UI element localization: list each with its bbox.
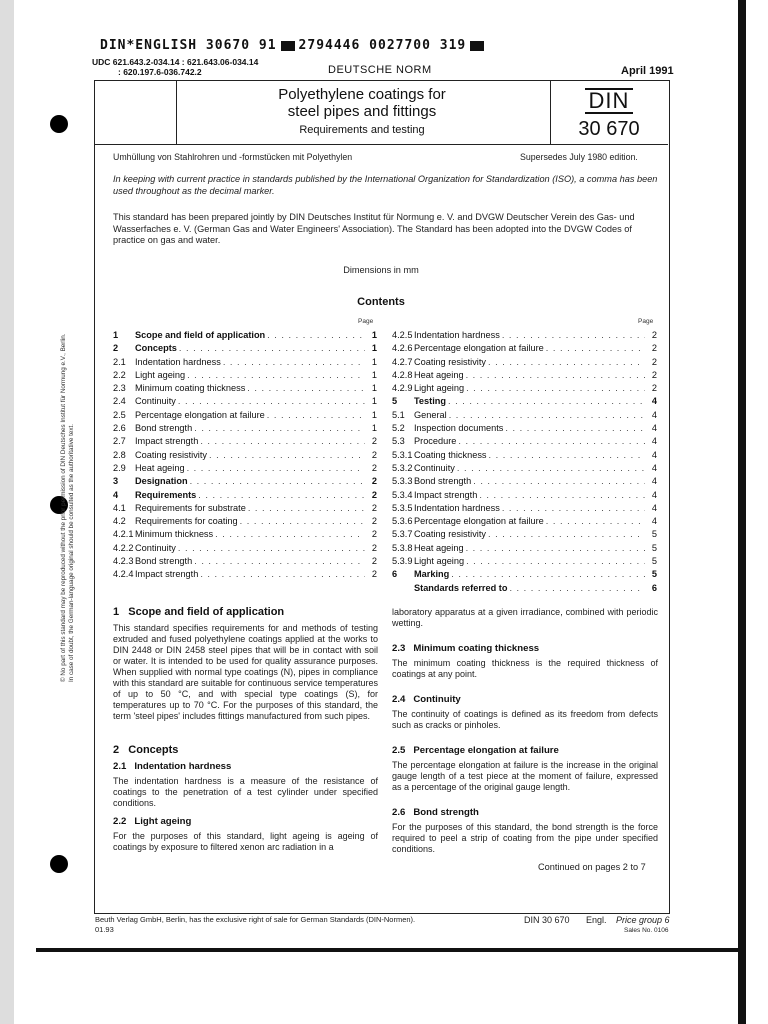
toc-entry-label: Scope and field of application [135, 330, 266, 340]
toc-entry-label: Heat ageing [414, 369, 464, 380]
toc-entry [113, 409, 377, 422]
toc-entry-number: 4.2 [113, 516, 126, 527]
toc-entry-label: Bond strength [135, 423, 193, 434]
toc-entry-number: 4.2.9 [392, 383, 413, 394]
toc-entry-page: 1 [371, 383, 377, 394]
toc-entry [392, 342, 657, 355]
price-group: Price group 6 [616, 915, 670, 925]
toc-entry-number: 5.3.2 [392, 462, 413, 473]
norm-label: DEUTSCHE NORM [328, 64, 432, 76]
toc-entry-label: Heat ageing [135, 462, 185, 473]
toc-leader-dots [215, 528, 365, 541]
toc-leader-dots [546, 342, 645, 355]
section-2-1-body: The indentation hardness is a measure of the resistance of coatings to the penetration of a test cylinder under specified conditions. [113, 776, 378, 808]
toc-entry-page: 2 [651, 343, 657, 354]
din-badge [552, 88, 666, 140]
toc-entry-label: Minimum thickness [135, 529, 214, 540]
toc-entry [113, 489, 377, 502]
toc-entry-number: 5.3.6 [392, 516, 413, 527]
toc-leader-dots [479, 489, 645, 502]
toc-entry-label: Minimum coating thickness [135, 383, 246, 394]
toc-entry [113, 515, 377, 528]
toc-leader-dots [502, 502, 645, 515]
toc-entry-page: 1 [371, 356, 377, 367]
toc-entry-label: Coating resistivity [414, 529, 486, 540]
footer-code: 01.93 [95, 925, 114, 934]
toc-leader-dots [190, 475, 365, 488]
punch-hole-top [50, 115, 68, 133]
catalog-codes: 2794446 0027700 319 [298, 38, 467, 53]
din-logo: DIN [585, 88, 634, 114]
toc-entry-page: 2 [651, 369, 657, 380]
toc-entry [113, 555, 377, 568]
toc-entry-page: 2 [371, 436, 377, 447]
section-2-4-body: The continuity of coatings is defined as its freedom from defects such as cracks or pinholes. [392, 709, 658, 730]
toc-entry-label: Designation [135, 476, 188, 487]
toc-entry-page: 2 [371, 449, 377, 460]
page-column-label-right: Page [638, 318, 654, 325]
toc-entry-page: 2 [371, 462, 377, 473]
toc-entry-label: Bond strength [414, 476, 472, 487]
copyright-line-2: In case of doubt, the German-language original should be consulted as the authoritative text. [68, 424, 75, 682]
toc-entry [392, 369, 657, 382]
toc-entry-page: 2 [371, 556, 377, 567]
toc-entry [113, 542, 377, 555]
toc-entry-label: General [414, 409, 447, 420]
toc-entry [392, 449, 657, 462]
toc-entry-page: 1 [371, 330, 377, 340]
toc-entry-page: 2 [371, 502, 377, 513]
toc-entry-label: Indentation hardness [135, 356, 221, 367]
toc-leader-dots [247, 382, 365, 395]
toc-entry-page: 2 [371, 542, 377, 553]
toc-entry-number: 5 [392, 396, 398, 407]
toc-entry-page: 1 [371, 409, 377, 420]
toc-entry-label: Impact strength [135, 436, 199, 447]
publisher-note: Beuth Verlag GmbH, Berlin, has the exclusive right of sale for German Standards (DIN-Normen). [95, 915, 416, 924]
udc-classification [92, 57, 258, 77]
section-2-3-heading: 2.3 Minimum coating thickness [392, 643, 540, 654]
toc-entry-page: 4 [651, 423, 657, 434]
toc-entry-label: Bond strength [135, 556, 193, 567]
toc-entry [392, 528, 657, 541]
continued-note: Continued on pages 2 to 7 [538, 862, 646, 872]
toc-entry-page: 2 [371, 516, 377, 527]
toc-entry [113, 356, 377, 369]
toc-entry-page: 4 [651, 502, 657, 513]
toc-entry-number: 4.1 [113, 502, 126, 513]
toc-entry-number: 2.1 [113, 356, 126, 367]
toc-entry-label: Light ageing [135, 369, 186, 380]
toc-entry-page: 4 [651, 409, 657, 420]
toc-entry-page: 5 [651, 542, 657, 553]
toc-entry-page: 2 [371, 569, 377, 580]
toc-leader-dots [488, 356, 645, 369]
toc-entry-page: 4 [651, 516, 657, 527]
toc-entry-number: 2.7 [113, 436, 126, 447]
toc-entry-number: 2.8 [113, 449, 126, 460]
toc-entry [392, 409, 657, 422]
toc-entry [392, 555, 657, 568]
toc-entry [392, 382, 657, 395]
section-2-6-heading: 2.6 Bond strength [392, 807, 479, 818]
punch-hole-bottom [50, 855, 68, 873]
toc-entry [113, 329, 377, 342]
redaction-block [470, 41, 484, 51]
toc-entry [113, 475, 377, 488]
toc-entry-number: 5.3.7 [392, 529, 413, 540]
section-2-4-heading: 2.4 Continuity [392, 694, 461, 705]
toc-entry [392, 502, 657, 515]
section-2-3-body: The minimum coating thickness is the required thickness of coatings at any point. [392, 658, 658, 679]
toc-entry-number: 5.3.9 [392, 556, 413, 567]
table-of-contents-right [392, 329, 657, 595]
toc-entry-number: 4.2.1 [113, 529, 134, 540]
toc-entry-page: 2 [651, 330, 657, 340]
toc-entry-label: Percentage elongation at failure [135, 409, 265, 420]
toc-leader-dots [198, 489, 365, 502]
toc-entry-number: 3 [113, 476, 119, 487]
section-2-2-body: For the purposes of this standard, light ageing is ageing of coatings by exposure to filtered xenon arc radiation in a [113, 831, 378, 852]
page-column-label-left: Page [358, 318, 374, 325]
section-2-2-heading: 2.2 Light ageing [113, 816, 192, 827]
toc-entry-label: Marking [414, 569, 450, 580]
udc-line-2: : 620.197.6-036.742.2 [118, 67, 202, 77]
toc-leader-dots [223, 356, 365, 369]
toc-leader-dots [488, 528, 645, 541]
toc-entry-number: 4.2.3 [113, 556, 134, 567]
redaction-block [281, 41, 295, 51]
dimensions-note: Dimensions in mm [343, 265, 419, 275]
toc-entry-number: 2.5 [113, 409, 126, 420]
toc-entry [392, 395, 657, 408]
toc-leader-dots [240, 515, 365, 528]
toc-entry [392, 329, 657, 342]
publication-date: April 1991 [621, 65, 674, 77]
toc-entry-number: 4.2.2 [113, 542, 134, 553]
title-divider-right [550, 80, 551, 144]
table-of-contents-left [113, 329, 377, 582]
toc-entry [392, 475, 657, 488]
section-2-5-body: The percentage elongation at failure is the increase in the original gauge length of a test piece at the moment of failure, expressed as a percentage of the original gauge length. [392, 760, 658, 792]
toc-entry [113, 342, 377, 355]
toc-leader-dots [489, 449, 645, 462]
toc-entry-page: 5 [651, 556, 657, 567]
toc-entry [392, 515, 657, 528]
toc-entry-label: Procedure [414, 436, 457, 447]
toc-leader-dots [178, 395, 365, 408]
toc-entry-number: 5.3.4 [392, 489, 413, 500]
toc-leader-dots [187, 369, 365, 382]
toc-entry [392, 462, 657, 475]
section-2-1-heading: 2.1 Indentation hardness [113, 761, 232, 772]
german-title: Umhüllung von Stahlrohren und -formstücken mit Polyethylen [113, 152, 353, 162]
toc-entry-number [392, 582, 414, 595]
toc-leader-dots [466, 542, 645, 555]
toc-entry-number: 2.2 [113, 369, 126, 380]
toc-leader-dots [200, 435, 365, 448]
footer-din-ref: DIN 30 670 [524, 915, 570, 925]
toc-leader-dots [248, 502, 365, 515]
toc-entry-label: Requirements for coating [135, 516, 238, 527]
toc-leader-dots [546, 515, 645, 528]
toc-entry-label: Indentation hardness [414, 330, 500, 340]
toc-entry-number: 2 [113, 343, 119, 354]
toc-entry-label: Coating thickness [414, 449, 487, 460]
toc-leader-dots [473, 475, 645, 488]
decimal-marker-note: In keeping with current practice in standards published by the International Organization for Standardization (ISO), a comma has been used throughout as the decimal marker. [113, 174, 658, 196]
section-2-6-body: For the purposes of this standard, the bond strength is the force required to peel a strip of coating from the pipe under specified conditions. [392, 822, 658, 854]
toc-entry [113, 422, 377, 435]
toc-entry-number: 4.2.7 [392, 356, 413, 367]
section-2-2-continued: laboratory apparatus at a given irradiance, combined with periodic wetting. [392, 607, 658, 628]
toc-entry-page: 2 [371, 476, 377, 487]
toc-entry-number: 2.3 [113, 383, 126, 394]
toc-entry-label: Continuity [135, 396, 176, 407]
toc-entry-label: Coating resistivity [414, 356, 486, 367]
toc-entry-number: 2.4 [113, 396, 126, 407]
toc-entry-label: Inspection documents [414, 423, 504, 434]
toc-entry-page: 5 [651, 529, 657, 540]
toc-entry-number: 5.3.8 [392, 542, 413, 553]
catalog-line [100, 38, 488, 53]
toc-entry-page: 1 [371, 343, 377, 354]
toc-entry [392, 568, 657, 581]
toc-entry-number: 5.3.5 [392, 502, 413, 513]
toc-entry-page: 4 [651, 436, 657, 447]
toc-leader-dots [209, 449, 365, 462]
toc-entry-page: 1 [371, 423, 377, 434]
toc-entry [392, 489, 657, 502]
toc-entry-page: 4 [651, 462, 657, 473]
preparation-note: This standard has been prepared jointly by DIN Deutsches Institut für Normung e. V. and DVGW Deutscher Verein des Gas- und Wasserfaches e. V. (German Gas and Water Engineers' Association). The Standard has been adopted into the DVGW Codes of practice on gas and water. [113, 212, 635, 246]
toc-entry-label: Heat ageing [414, 542, 464, 553]
toc-leader-dots [448, 395, 645, 408]
toc-entry-label: Percentage elongation at failure [414, 516, 544, 527]
toc-entry-page: 2 [371, 489, 377, 500]
toc-entry [392, 542, 657, 555]
toc-leader-dots [449, 409, 645, 422]
document-subtitle: Requirements and testing [299, 124, 425, 136]
toc-entry-label: Impact strength [135, 569, 199, 580]
toc-entry-number: 5.3.3 [392, 476, 413, 487]
toc-entry-label: Impact strength [414, 489, 478, 500]
toc-entry-label: Light ageing [414, 556, 465, 567]
toc-entry-label: Standards referred to [414, 582, 508, 593]
toc-leader-dots [200, 568, 365, 581]
toc-entry-number: 4.2.4 [113, 569, 134, 580]
toc-entry-label: Percentage elongation at failure [414, 343, 544, 354]
toc-entry [113, 502, 377, 515]
toc-entry-label: Continuity [414, 462, 455, 473]
toc-entry-number: 4.2.8 [392, 369, 413, 380]
document-title [176, 86, 548, 120]
toc-leader-dots [267, 409, 365, 422]
supersedes-note: Supersedes July 1980 edition. [520, 152, 638, 162]
toc-leader-dots [458, 435, 645, 448]
scan-border-right [738, 0, 746, 1024]
toc-entry-label: Light ageing [414, 383, 465, 394]
toc-entry-page: 4 [651, 476, 657, 487]
toc-entry [113, 369, 377, 382]
footer-language: Engl. [586, 915, 607, 925]
toc-entry-label: Requirements for substrate [135, 502, 246, 513]
toc-entry-number: 6 [392, 569, 398, 580]
toc-leader-dots [194, 422, 365, 435]
section-1-body: This standard specifies requirements for and methods of testing extruded and fused polyethylene coatings applied at the works to DIN 2448 or DIN 2458 steel pipes that will be in contact with soil or water. It is intended to be used for quality assurance purposes. When supplied with normal type coatings (N), pipes in compliance with this standard are suitable for continuous service temperatures of up to 50 °C, and with special type coatings (S), for temperatures up to 70 °C. For the purposes of this standard, the term 'steel pipes' includes fittings manufactured from such pipes. [113, 623, 378, 721]
toc-entry-label: Continuity [135, 542, 176, 553]
toc-entry [392, 356, 657, 369]
scan-border-left [0, 0, 14, 1024]
toc-entry-number: 5.2 [392, 423, 405, 434]
toc-entry-label: Concepts [135, 343, 177, 354]
toc-entry-page: 2 [651, 383, 657, 394]
toc-entry-number: 2.9 [113, 462, 126, 473]
toc-entry [113, 462, 377, 475]
title-line-1: Polyethylene coatings for [278, 86, 446, 103]
toc-leader-dots [187, 462, 365, 475]
toc-leader-dots [505, 422, 645, 435]
toc-entry-number: 1 [113, 330, 119, 340]
toc-entry-page: 1 [371, 369, 377, 380]
toc-leader-dots [178, 542, 365, 555]
udc-line-1: UDC 621.643.2-034.14 : 621.643.06-034.14 [92, 57, 259, 67]
toc-entry [113, 528, 377, 541]
toc-leader-dots [466, 555, 645, 568]
toc-entry-page: 4 [651, 489, 657, 500]
toc-entry-page: 4 [651, 396, 657, 407]
toc-entry [392, 422, 657, 435]
catalog-prefix: DIN*ENGLISH 30670 91 [100, 38, 277, 53]
toc-entry-page: 5 [651, 569, 657, 580]
toc-leader-dots [466, 369, 645, 382]
toc-entry [392, 435, 657, 448]
sales-number: Sales No. 0106 [624, 927, 669, 934]
title-line-2: steel pipes and fittings [287, 103, 437, 120]
toc-leader-dots [451, 568, 645, 581]
toc-entry [392, 582, 657, 595]
toc-leader-dots [502, 329, 645, 342]
toc-entry-label: Testing [414, 396, 446, 407]
toc-leader-dots [457, 462, 645, 475]
toc-entry [113, 395, 377, 408]
toc-entry-number: 4 [113, 489, 119, 500]
toc-entry-page: 6 [651, 582, 657, 593]
toc-entry-label: Requirements [135, 489, 197, 500]
toc-leader-dots [267, 329, 365, 342]
toc-leader-dots [509, 582, 645, 595]
toc-entry-number: 2.6 [113, 423, 126, 434]
toc-entry-number: 4.2.6 [392, 343, 413, 354]
toc-entry-label: Indentation hardness [414, 502, 500, 513]
toc-entry [113, 449, 377, 462]
toc-entry-number: 5.1 [392, 409, 405, 420]
toc-leader-dots [466, 382, 645, 395]
toc-entry-number: 5.3.1 [392, 449, 413, 460]
toc-entry-page: 1 [371, 396, 377, 407]
section-2-5-heading: 2.5 Percentage elongation at failure [392, 745, 559, 756]
copyright-line-1: © No part of this standard may be reproduced without the prior permission of DIN Deutsches Institut für Normung e.V., Berlin. [60, 333, 67, 682]
toc-entry-number: 4.2.5 [392, 330, 413, 340]
toc-entry-page: 2 [651, 356, 657, 367]
copyright-sidebar [60, 282, 76, 682]
scan-border-bottom [36, 948, 746, 952]
section-2-heading: 2 Concepts [113, 744, 179, 756]
toc-entry [113, 568, 377, 581]
contents-heading: Contents [357, 296, 405, 308]
toc-entry-page: 4 [651, 449, 657, 460]
toc-entry [113, 382, 377, 395]
toc-entry [113, 435, 377, 448]
toc-leader-dots [194, 555, 365, 568]
toc-entry-number: 5.3 [392, 436, 405, 447]
toc-entry-page: 2 [371, 529, 377, 540]
toc-entry-label: Coating resistivity [135, 449, 207, 460]
din-number: 30 670 [578, 118, 640, 140]
toc-leader-dots [179, 342, 365, 355]
section-1-heading: 1 Scope and field of application [113, 606, 285, 618]
